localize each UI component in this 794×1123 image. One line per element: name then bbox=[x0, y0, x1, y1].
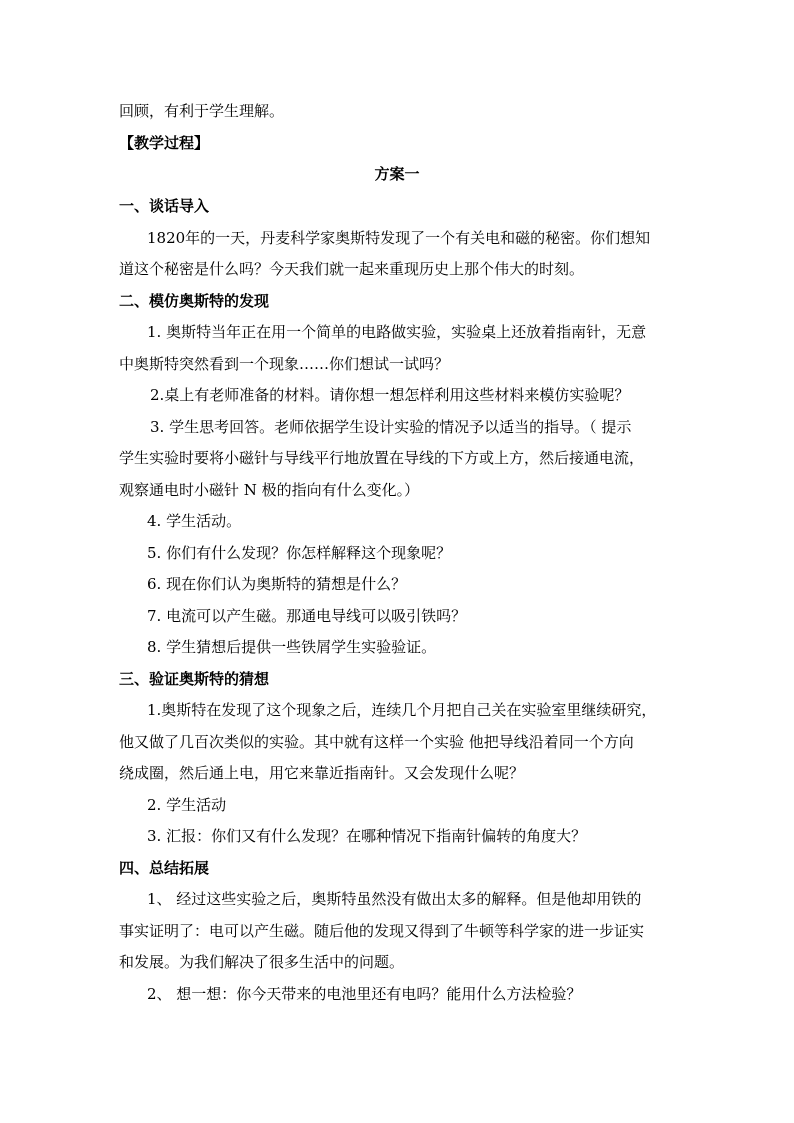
paragraph-line: 1820年的一天，丹麦科学家奥斯特发现了一个有关电和磁的秘密。你们想知 bbox=[147, 229, 651, 247]
list-item: 1、 经过这些实验之后，奥斯特虽然没有做出太多的解释。但是他却用铁的 bbox=[147, 890, 642, 908]
list-item: 5. 你们有什么发现？你怎样解释这个现象呢？ bbox=[147, 544, 452, 562]
list-item: 2.桌上有老师准备的材料。请你想一想怎样利用这些材料来模仿实验呢？ bbox=[150, 386, 630, 404]
list-item-continuation: 事实证明了：电可以产生磁。随后他的发现又得到了牛顿等科学家的进一步证实 bbox=[119, 922, 645, 940]
section-heading-intro: 一、谈话导入 bbox=[119, 197, 210, 215]
list-item-continuation: 中奥斯特突然看到一个现象……你们想试一试吗？ bbox=[119, 355, 450, 373]
list-item: 8. 学生猜想后提供一些铁屑学生实验验证。 bbox=[147, 638, 437, 656]
list-item-continuation: 绕成圈，然后通上电，用它来靠近指南针。又会发现什么呢？ bbox=[119, 764, 525, 782]
paragraph-line: 道这个秘密是什么吗？今天我们就一起来重现历史上那个伟大的时刻。 bbox=[119, 260, 585, 278]
section-heading-summary: 四、总结拓展 bbox=[119, 859, 210, 877]
list-item: 1.奥斯特在发现了这个现象之后，连续几个月把自己关在实验室里继续研究， bbox=[147, 701, 657, 719]
list-item: 1. 奥斯特当年正在用一个简单的电路做实验，实验桌上还放着指南针，无意 bbox=[147, 323, 647, 341]
list-item-continuation: 学生实验时要将小磁针与导线平行地放置在导线的下方或上方，然后接通电流， bbox=[119, 449, 645, 467]
list-item: 2. 学生活动 bbox=[147, 796, 227, 814]
list-item: 3. 学生思考回答。老师依据学生设计实验的情况予以适当的指导。（ 提示 bbox=[150, 418, 632, 436]
teaching-process-heading: 【教学过程】 bbox=[119, 134, 210, 152]
list-item-continuation: 观察通电时小磁针 N 极的指向有什么变化。） bbox=[119, 481, 420, 499]
plan-title: 方案一 bbox=[374, 165, 420, 183]
list-item-continuation: 和发展。为我们解决了很多生活中的问题。 bbox=[119, 953, 405, 971]
list-item: 4. 学生活动。 bbox=[147, 512, 242, 530]
list-item: 6. 现在你们认为奥斯特的猜想是什么？ bbox=[147, 575, 407, 593]
list-item: 2、 想一想：你今天带来的电池里还有电吗？能用什么方法检验？ bbox=[147, 985, 582, 1003]
section-heading-verify: 三、验证奥斯特的猜想 bbox=[119, 670, 270, 688]
list-item: 7. 电流可以产生磁。那通电导线可以吸引铁吗？ bbox=[147, 607, 467, 625]
list-item-continuation: 他又做了几百次类似的实验。其中就有这样一个实验 他把导线沿着同一个方向 bbox=[119, 733, 634, 751]
intro-text: 回顾，有利于学生理解。 bbox=[119, 102, 285, 120]
section-heading-imitate: 二、模仿奥斯特的发现 bbox=[119, 292, 270, 310]
list-item: 3. 汇报：你们又有什么发现？在哪种情况下指南针偏转的角度大？ bbox=[147, 827, 587, 845]
